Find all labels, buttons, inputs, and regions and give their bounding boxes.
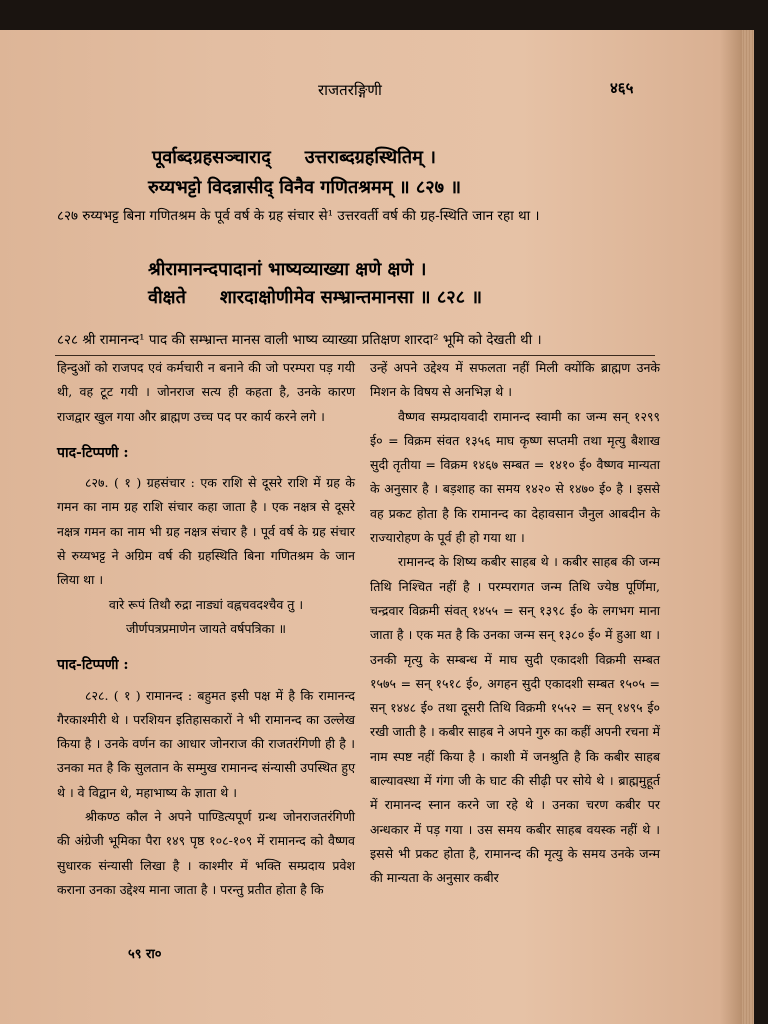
page-number: ४६५	[610, 79, 634, 97]
footnote-heading: पाद-टिप्पणी :	[57, 444, 129, 461]
verse-828-line-2-part-a: वीक्षते	[148, 287, 186, 308]
verse-827-line-2: रुय्यभट्टो विदन्नासीद् विनैव गणितश्रमम् ॥ ८२७ ॥	[148, 177, 462, 198]
running-title: राजतरङ्गिणी	[318, 81, 382, 99]
verse-827-line-1-part-a: पूर्वाब्दग्रहसञ्चाराद्	[152, 147, 271, 168]
footnote-827: ८२७. ( १ ) ग्रहसंचार : एक राशि से दूसरे राशि में ग्रह के गमन का नाम ग्रह राशि संचार कहा जाता है । एक नक्षत्र से दूसरे नक्षत्र गमन का नाम भी ग्रह नक्षत्र संचार है । पूर्व वर्ष के ग्रह संचार से रुय्यभट्ट ने अग्रिम वर्ष की ग्रहस्थिति बिना गणितश्रम के जान लिया था ।	[57, 475, 355, 588]
signature-mark: ५९ रा०	[128, 947, 162, 962]
paragraph: रामानन्द के शिष्य कबीर साहब थे । कबीर साहब की जन्म तिथि निश्चित नहीं है । परम्परागत जन्म तिथि ज्येष्ठ पूर्णिमा, चन्द्रवार विक्रमी संवत् १४५५ = सन् १३९८ ई० के लगभग माना जाता है । एक मत है कि उनका जन्म सन् १३८० ई० में हुआ था । उनकी मृत्यु के सम्बन्ध में माघ सुदी एकादशी विक्रमी सम्बत १५७५ = सन् १५१८ ई०, अगहन सुदी एकादशी सम्बत १५०५ = सन् १४४८ ई० तथा दूसरी तिथि विक्रमी १५५२ = सन् १४९५ ई० रखी जाती है । कबीर साहब ने अपने गुरु का कहीं अपनी रचना में नाम स्पष्ट नहीं किया है । काशी में जनश्रुति है कि कबीर साहब बाल्यावस्था में गंगा जी के घाट की सीढ़ी पर सोये थे । ब्राह्ममुहूर्त में रामानन्द स्नान करने जा रहे थे । उनका चरण कबीर पर अन्धकार में पड़ गया । उस समय कबीर साहब वयस्क नहीं थे । इससे भी प्रकट होता है, रामानन्द की मृत्यु के समय उनके जन्म की मान्यता के अनुसार कबीर	[370, 554, 660, 886]
left-column	[57, 356, 355, 902]
right-column	[370, 356, 660, 891]
verse-827-line-1	[152, 145, 436, 169]
footnote-heading: पाद-टिप्पणी :	[57, 657, 129, 674]
verse-828-line-2-part-b: शारदाक्षोणीमेव सम्भ्रान्तमानसा ॥ ८२८ ॥	[219, 287, 482, 308]
sanskrit-quote-line-1: वारे रूपं तिथौ रुद्रा नाड्यां वह्नचवदश्चैव तु ।	[108, 596, 304, 612]
sanskrit-quote-line-2: जीर्णपत्रप्रमाणेन जायते वर्षपत्रिका ॥	[126, 620, 286, 636]
paragraph: उन्हें अपने उद्देश्य में सफलता नहीं मिली क्योंकि ब्राह्मण उनके मिशन के विषय से अनभिज्ञ थे ।	[370, 360, 660, 400]
translation-828: ८२८ श्री रामानन्द¹ पाद की सम्भ्रान्त मानस वाली भाष्य व्याख्या प्रतिक्षण शारदा² भूमि को देखती थी ।	[57, 332, 542, 348]
translation-827: ८२७ रुय्यभट्ट बिना गणितश्रम के पूर्व वर्ष के ग्रह संचार से¹ उत्तरवर्ती वर्ष की ग्रह-स्थिति जान रहा था ।	[57, 208, 540, 224]
verse-828-line-2	[148, 285, 482, 309]
verse-827-line-1-part-b: उत्तराब्दग्रहस्थितिम् ।	[304, 147, 436, 168]
page-edge	[742, 30, 754, 1024]
footnote-828: ८२८. ( १ ) रामानन्द : बहुमत इसी पक्ष में है कि रामानन्द गैरकाश्मीरी थे । परशियन इतिहासकारों ने भी रामानन्द का उल्लेख किया है । उनके वर्णन का आधार जोनराज की राजतरंगिणी ही है । उनका मत है कि सुलतान के सम्मुख रामानन्द संन्यासी उपस्थित हुए थे । वे विद्वान थे, महाभाष्य के ज्ञाता थे ।	[57, 687, 355, 800]
paragraph: श्रीकण्ठ कौल ने अपने पाण्डित्यपूर्ण ग्रन्थ जोनराजतरंगिणी की अंग्रेजी भूमिका पैरा १४९ पृष्ठ १०८-१०९ में रामानन्द को वैष्णव सुधारक संन्यासी लिखा है । काश्मीर में भक्ति सम्प्रदाय प्रवेश कराना उनका उद्देश्य माना जाता है । परन्तु प्रतीत होता है कि	[57, 809, 355, 897]
paragraph: वैष्णव सम्प्रदायवादी रामानन्द स्वामी का जन्म सन् १२९९ ई० = विक्रम संवत १३५६ माघ कृष्ण सप्तमी तथा मृत्यु बैशाख सुदी तृतीया = विक्रम १४६७ सम्बत = १४१० ई० वैष्णव मान्यता के अनुसार है । बड़शाह का समय १४२० से १४७० ई० है । इससे वह प्रकट होता है कि रामानन्द का देहावसान जैनुल आबदीन के राज्यारोहण के पूर्व ही हो गया था ।	[370, 408, 660, 546]
paragraph: हिन्दुओं को राजपद एवं कर्मचारी न बनाने की जो परम्परा पड़ गयी थी, वह टूट गयी । जोनराज सत्य ही कहता है, उनके कारण राजद्वार खुल गया और ब्राह्मण उच्च पद पर कार्य करने लगे ।	[57, 360, 355, 424]
verse-828-line-1: श्रीरामानन्दपादानां भाष्यव्याख्या क्षणे क्षणे ।	[148, 259, 427, 280]
